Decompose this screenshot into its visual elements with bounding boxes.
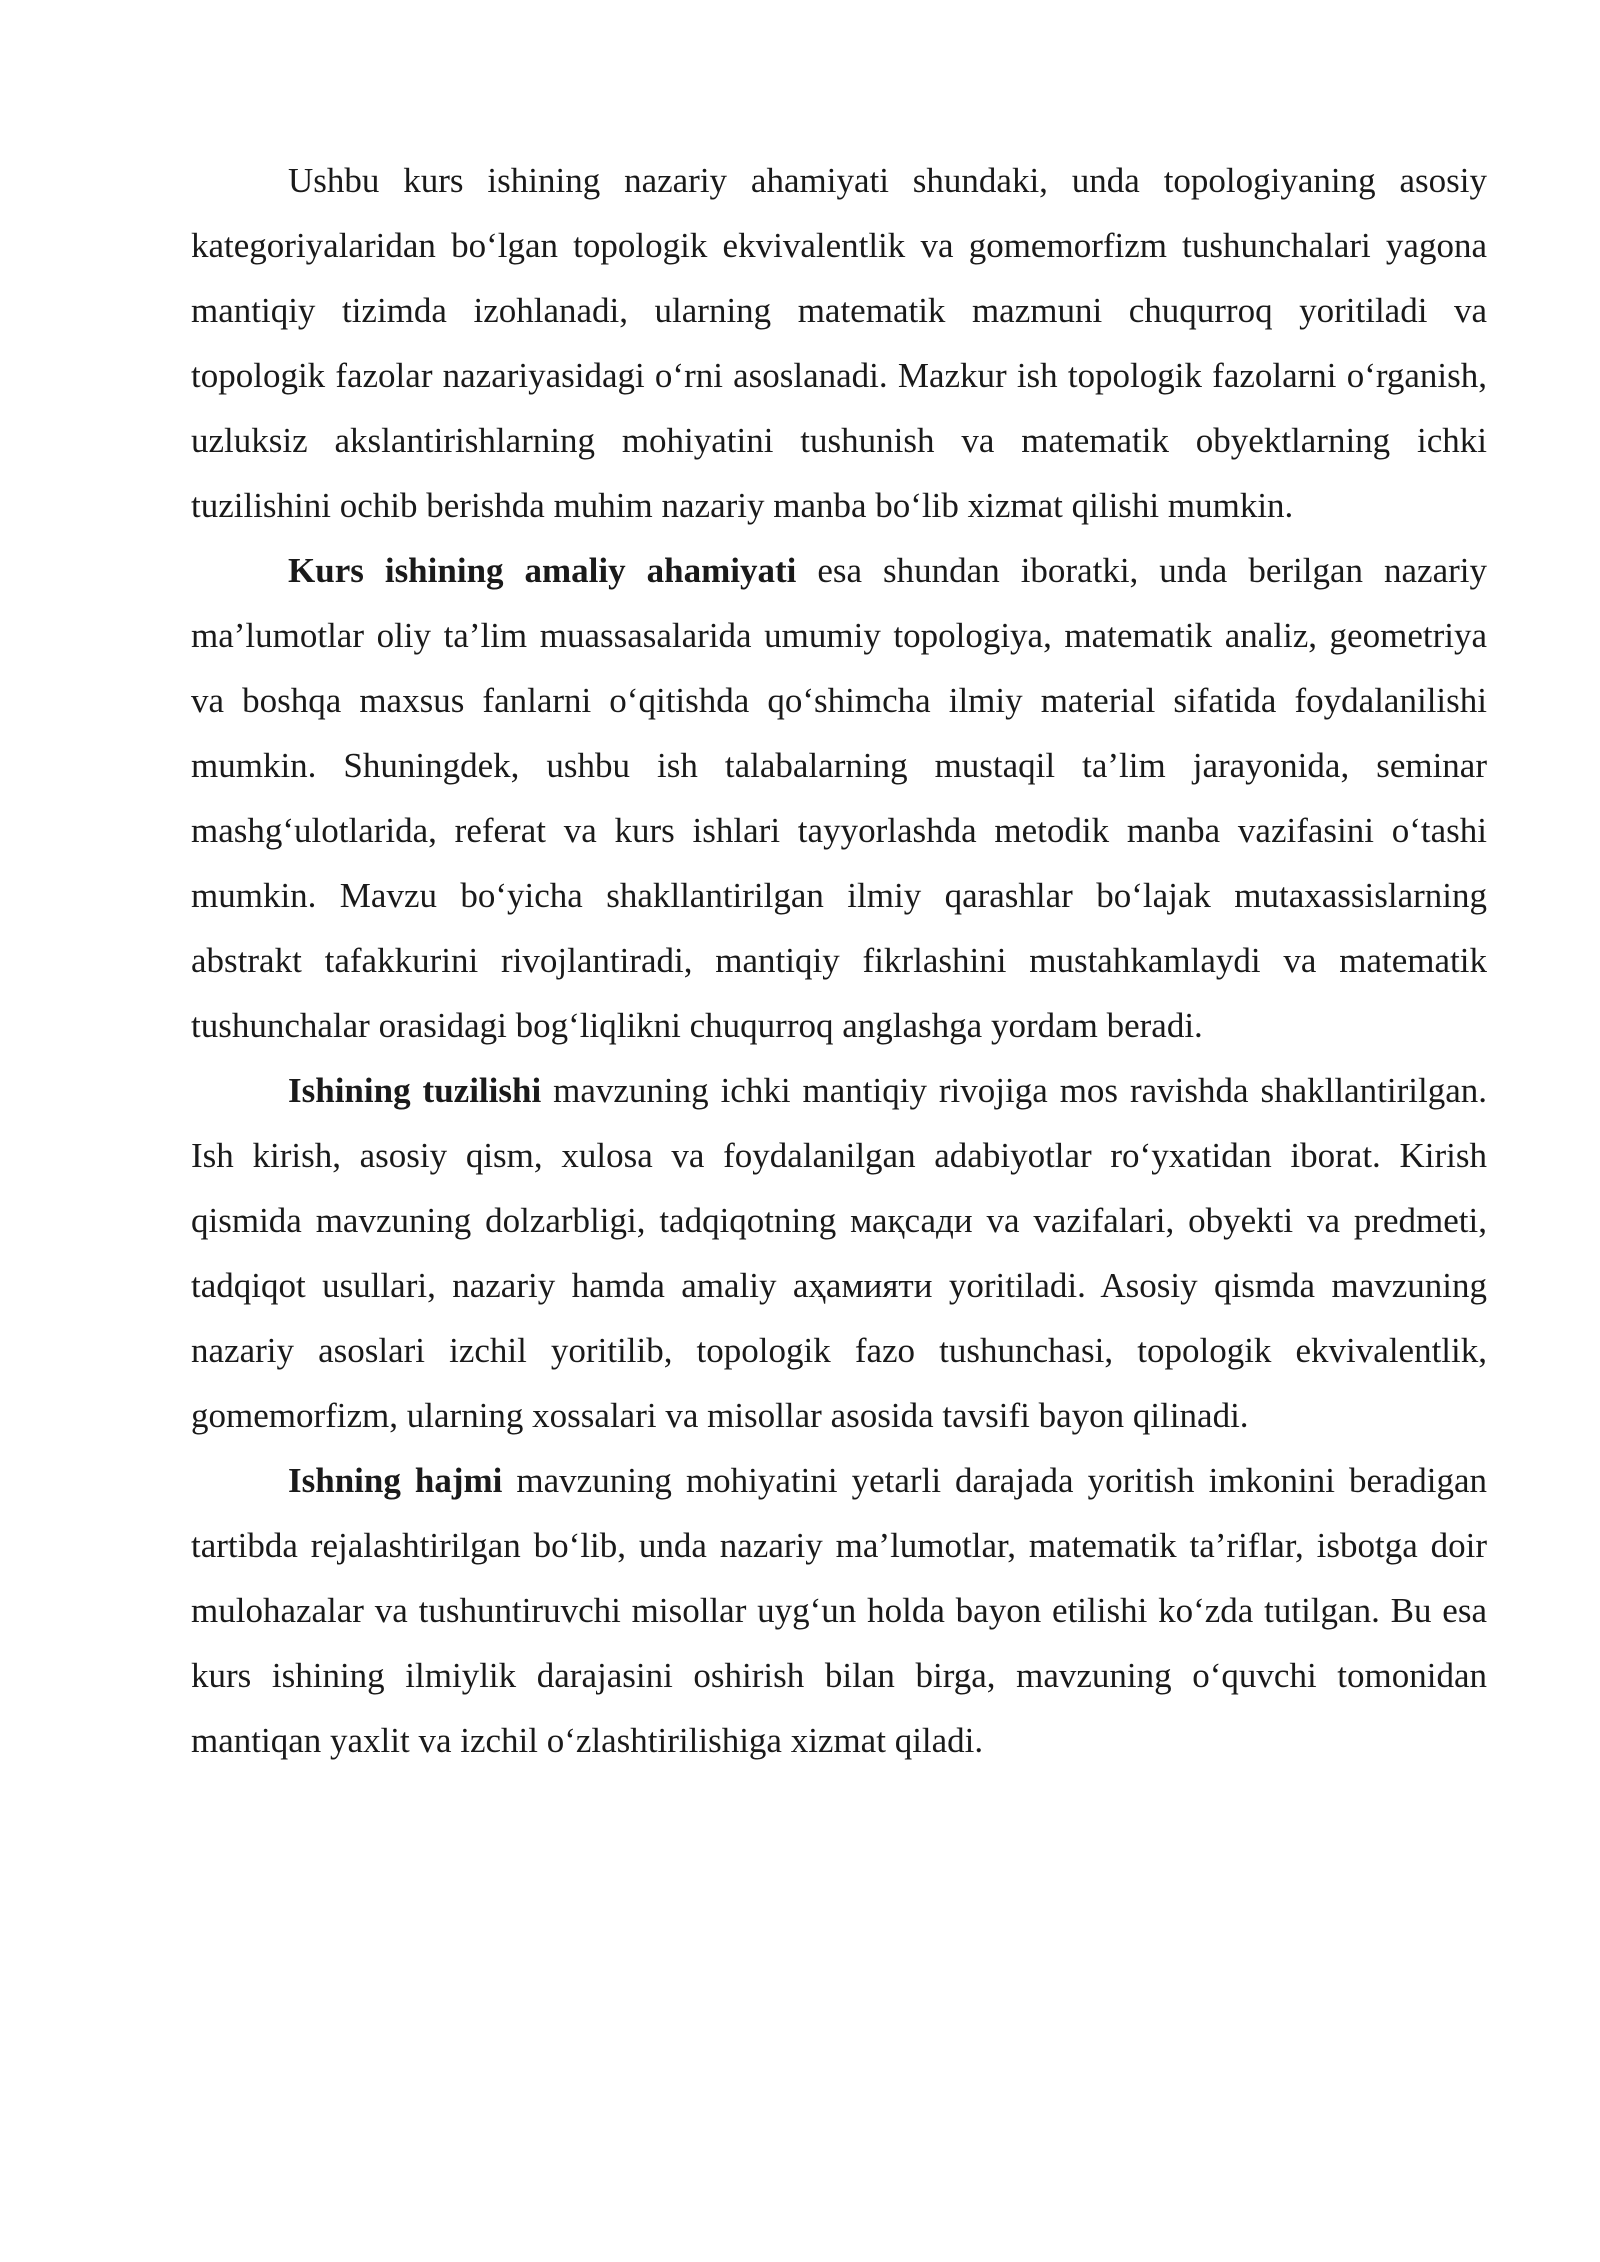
paragraph-text: esa shundan iboratki, unda berilgan nazariy ma’lumotlar oliy ta’lim muassasalarida umumiy topologiya, matematik analiz, geometriya va boshqa maxsus fanlarni o‘qitishda qo‘shimcha ilmiy material sifatida foydalanilishi mumkin. Shuningdek, ushbu ish talabalarning mustaqil ta’lim jarayonida, seminar mashg‘ulotlarida, referat va kurs ishlari tayyorlashda metodik manba vazifasini o‘tashi mumkin. Mavzu bo‘yicha shakllantirilgan ilmiy qarashlar bo‘lajak mutaxassislarning abstrakt tafakkurini rivojlantiradi, mantiqiy fikrlashini mustahkamlaydi va matematik tushunchalar orasidagi bog‘liqlikni chuqurroq anglashga yordam beradi. [191,551,1487,1045]
paragraph-lead: Ishning hajmi [288,1461,503,1500]
document-body [191,148,1487,1773]
paragraph-text: mavzuning ichki mantiqiy rivojiga mos ravishda shakllantirilgan. Ish kirish, asosiy qism, xulosa va foydalanilgan adabiyotlar ro‘yxatidan iborat. Kirish qismida mavzuning dolzarbligi, tadqiqotning мақсади va vazifalari, obyekti va predmeti, tadqiqot usullari, nazariy hamda amaliy аҳамияти yoritiladi. Asosiy qismda mavzuning nazariy asoslari izchil yoritilib, topologik fazo tushunchasi, topologik ekvivalentlik, gomemorfizm, ularning xossalari va misollar asosida tavsifi bayon qilinadi. [191,1071,1487,1435]
paragraph-text: mavzuning mohiyatini yetarli darajada yoritish imkonini beradigan tartibda rejalashtirilgan bo‘lib, unda nazariy ma’lumotlar, matematik ta’riflar, isbotga doir mulohazalar va tushuntiruvchi misollar uyg‘un holda bayon etilishi ko‘zda tutilgan. Bu esa kurs ishining ilmiylik darajasini oshirish bilan birga, mavzuning o‘quvchi tomonidan mantiqan yaxlit va izchil o‘zlashtirilishiga xizmat qiladi. [191,1461,1487,1760]
paragraph-work-volume [191,1448,1487,1773]
paragraph-work-structure [191,1058,1487,1448]
paragraph-text: Ushbu kurs ishining nazariy ahamiyati shundaki, unda topologiyaning asosiy kategoriyalaridan bo‘lgan topologik ekvivalentlik va gomemorfizm tushunchalari yagona mantiqiy tizimda izohlanadi, ularning matematik mazmuni chuqurroq yoritiladi va topologik fazolar nazariyasidagi o‘rni asoslanadi. Mazkur ish topologik fazolarni o‘rganish, uzluksiz akslantirishlarning mohiyatini tushunish va matematik obyektlarning ichki tuzilishini ochib berishda muhim nazariy manba bo‘lib xizmat qilishi mumkin. [191,161,1487,525]
paragraph-theoretical-significance [191,148,1487,538]
paragraph-lead: Kurs ishining amaliy ahamiyati [288,551,797,590]
paragraph-practical-significance [191,538,1487,1058]
paragraph-lead: Ishining tuzilishi [288,1071,542,1110]
